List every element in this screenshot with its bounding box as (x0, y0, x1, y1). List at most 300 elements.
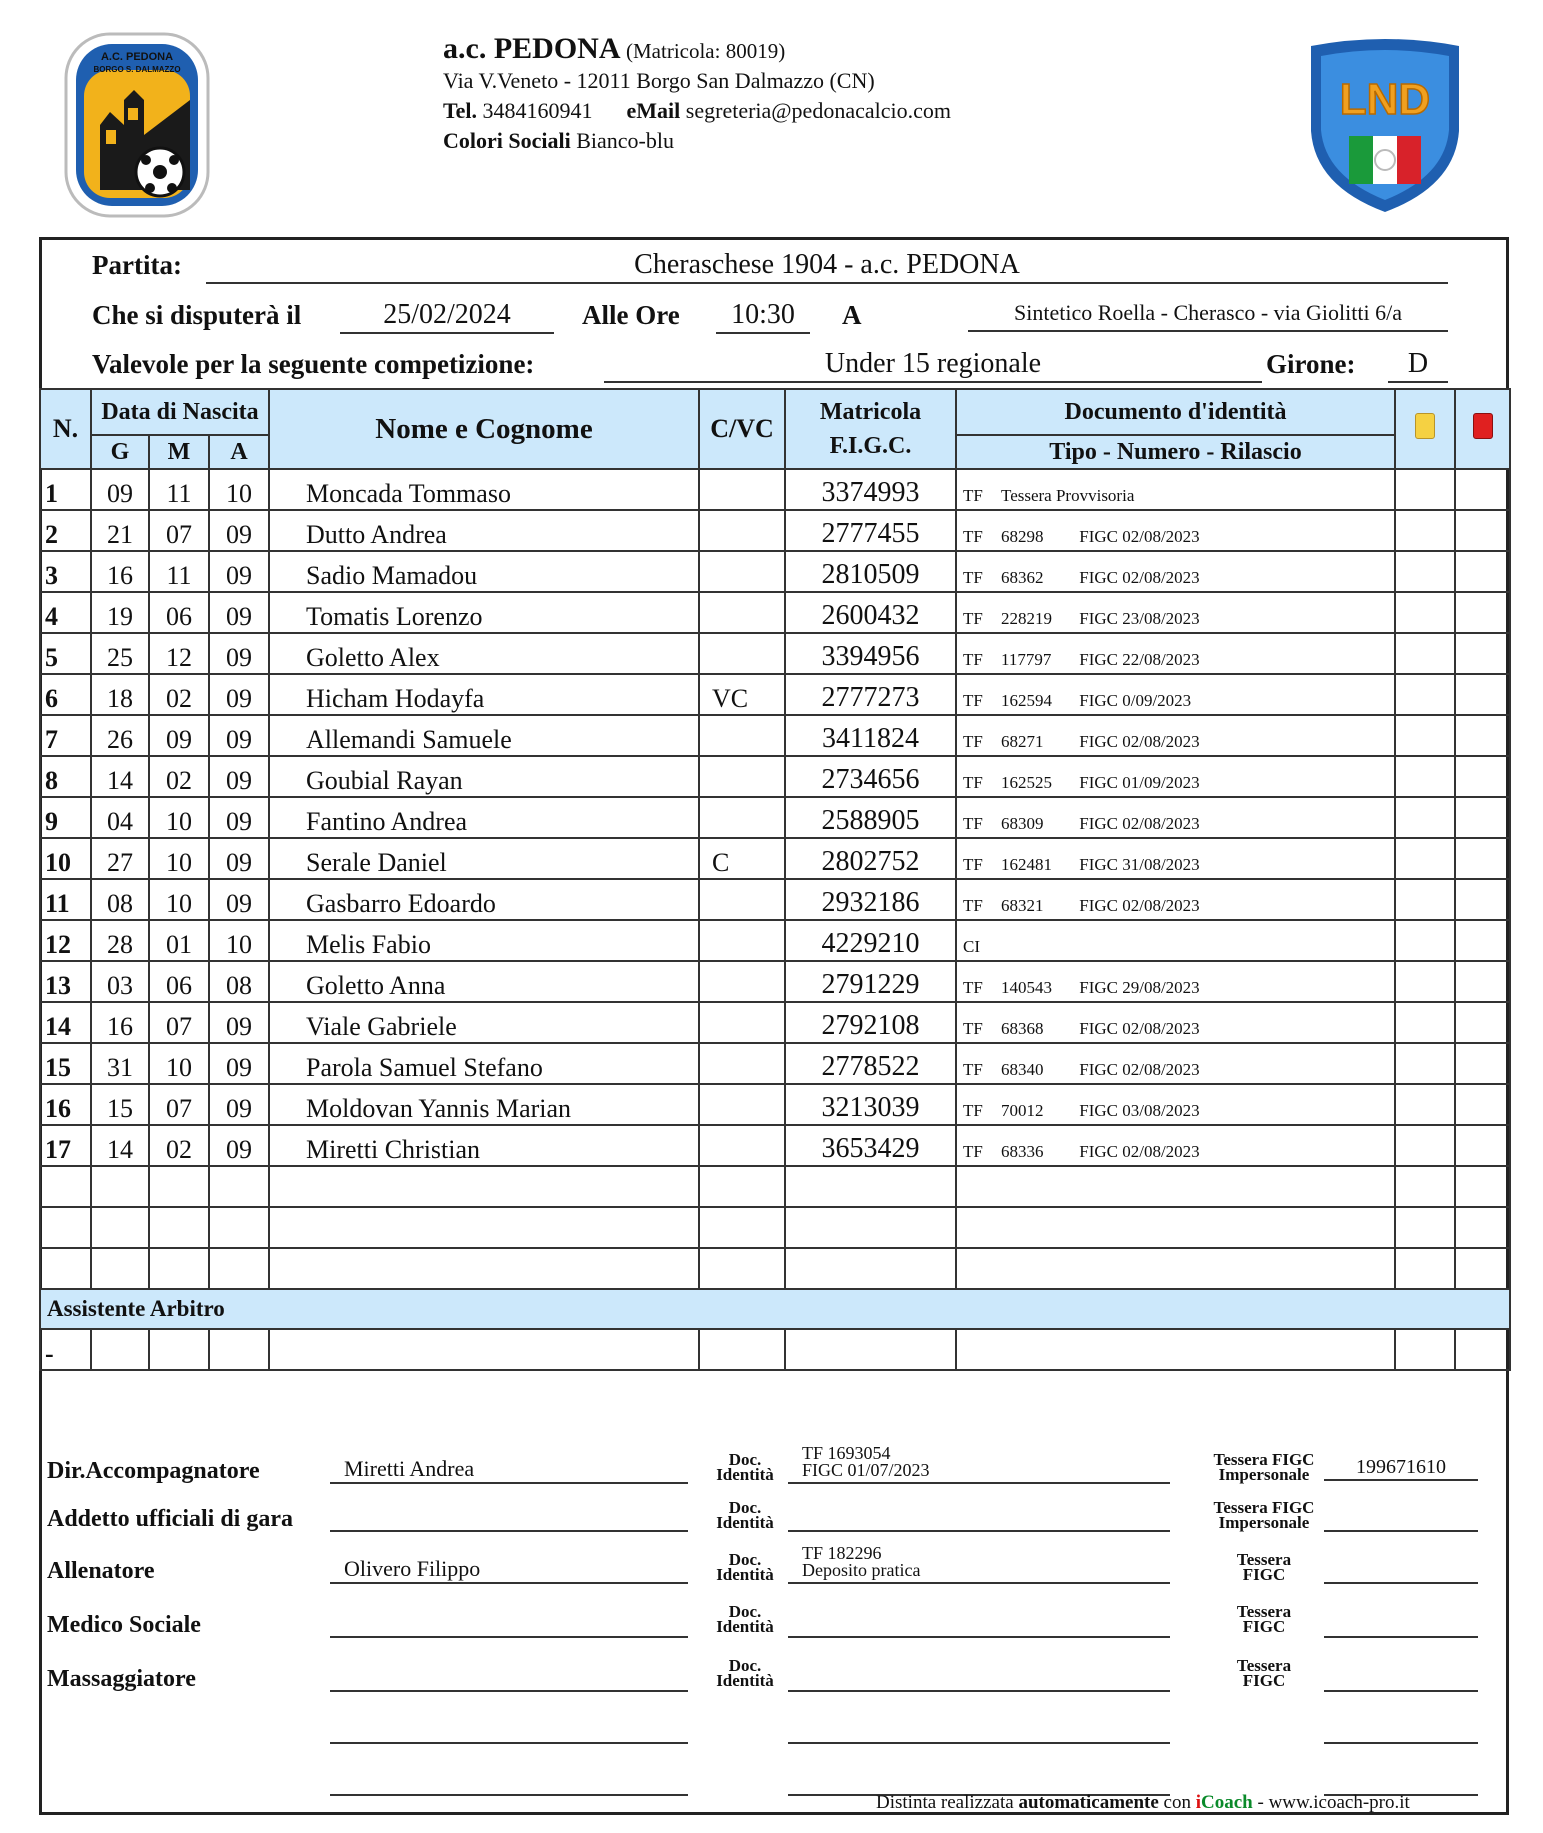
player-document (956, 756, 1395, 797)
partita-label: Partita: (92, 250, 182, 280)
empty-cell (149, 1329, 209, 1370)
doc-type: TF (963, 896, 983, 915)
table-row (40, 1084, 1510, 1125)
doc-number: 162594 (1001, 691, 1052, 710)
red-card-cell (1455, 1002, 1510, 1043)
player-document (956, 1084, 1395, 1125)
yellow-card-cell (1395, 797, 1455, 838)
birth-year: 09 (209, 1125, 269, 1166)
birth-month: 10 (149, 838, 209, 879)
player-number: 17 (40, 1125, 91, 1166)
player-matricola: 3653429 (785, 1125, 956, 1166)
player-matricola: 2588905 (785, 797, 956, 838)
time-field: 10:30 (716, 298, 810, 334)
birth-year: 09 (209, 879, 269, 920)
doc-release: FIGC 0/09/2023 (1079, 691, 1192, 710)
player-document (956, 879, 1395, 920)
doc-number: 68321 (1001, 896, 1044, 915)
empty-cell (1395, 1166, 1455, 1207)
doc-type: TF (963, 773, 983, 792)
player-matricola: 3374993 (785, 469, 956, 510)
birth-day: 16 (91, 1002, 149, 1043)
doc-type: TF (963, 691, 983, 710)
extra-line (788, 1742, 1170, 1744)
player-document (956, 715, 1395, 756)
allenatore-doc-value: TF 182296 Deposito pratica (802, 1543, 921, 1580)
player-number: 10 (40, 838, 91, 879)
player-matricola: 2802752 (785, 838, 956, 879)
player-document (956, 469, 1395, 510)
player-document (956, 633, 1395, 674)
player-document (956, 797, 1395, 838)
col-a-header: A (209, 435, 269, 469)
yellow-card-cell (1395, 633, 1455, 674)
girone-label: Girone: (1266, 349, 1356, 379)
doc-number: 68340 (1001, 1060, 1044, 1079)
player-document (956, 1002, 1395, 1043)
svg-text:BORGO S. DALMAZZO: BORGO S. DALMAZZO (93, 65, 181, 74)
empty-cell (699, 1248, 785, 1289)
birth-month: 07 (149, 1002, 209, 1043)
place-label: A (842, 300, 862, 330)
player-number: 2 (40, 510, 91, 551)
col-g-header: G (91, 435, 149, 469)
birth-month: 10 (149, 1043, 209, 1084)
player-matricola: 2734656 (785, 756, 956, 797)
player-matricola: 3213039 (785, 1084, 956, 1125)
birth-month: 02 (149, 1125, 209, 1166)
doc-number: Tessera Provvisoria (1001, 486, 1135, 505)
captain-mark (699, 1084, 785, 1125)
doc-number: 70012 (1001, 1101, 1044, 1120)
empty-cell (699, 1207, 785, 1248)
birth-month: 09 (149, 715, 209, 756)
doc-release: FIGC 02/08/2023 (1079, 568, 1200, 587)
empty-cell (91, 1166, 149, 1207)
birth-year: 09 (209, 551, 269, 592)
player-name: Tomatis Lorenzo (269, 592, 699, 633)
girone-field: D (1388, 347, 1448, 383)
birth-year: 09 (209, 756, 269, 797)
empty-cell (1395, 1329, 1455, 1370)
captain-mark (699, 633, 785, 674)
birth-month: 01 (149, 920, 209, 961)
birth-month: 10 (149, 879, 209, 920)
club-email: segreteria@pedonacalcio.com (685, 98, 951, 123)
empty-cell (1455, 1166, 1510, 1207)
birth-month: 06 (149, 961, 209, 1002)
red-card-cell (1455, 551, 1510, 592)
birth-year: 09 (209, 674, 269, 715)
yellow-card-cell (1395, 510, 1455, 551)
red-card-cell (1455, 961, 1510, 1002)
doc-number: 117797 (1001, 650, 1052, 669)
birth-day: 26 (91, 715, 149, 756)
massaggiatore-name-field (330, 1664, 688, 1692)
captain-mark (699, 715, 785, 756)
red-card-header (1455, 389, 1510, 469)
allenatore-label: Allenatore (47, 1558, 155, 1584)
birth-day: 09 (91, 469, 149, 510)
birth-day: 14 (91, 756, 149, 797)
yellow-card-cell (1395, 1125, 1455, 1166)
table-row (40, 674, 1510, 715)
player-number: 13 (40, 961, 91, 1002)
yellow-card-cell (1395, 715, 1455, 756)
club-tel: 3484160941 (482, 98, 593, 123)
doc-type: TF (963, 732, 983, 751)
empty-cell (209, 1248, 269, 1289)
yellow-card-cell (1395, 1002, 1455, 1043)
yellow-card-cell (1395, 674, 1455, 715)
empty-cell (149, 1166, 209, 1207)
birth-month: 07 (149, 1084, 209, 1125)
captain-mark (699, 961, 785, 1002)
lnd-logo (1305, 36, 1465, 214)
red-card-cell (1455, 510, 1510, 551)
competition-label: Valevole per la seguente competizione: (92, 349, 535, 379)
table-row (40, 1002, 1510, 1043)
yellow-card-icon (1415, 413, 1435, 439)
allenatore-doc-line (788, 1582, 1170, 1584)
table-row (40, 1043, 1510, 1084)
club-logo (62, 30, 212, 220)
empty-cell (1395, 1248, 1455, 1289)
player-matricola: 2778522 (785, 1043, 956, 1084)
red-card-cell (1455, 1043, 1510, 1084)
birth-year: 09 (209, 797, 269, 838)
player-number: 9 (40, 797, 91, 838)
competition-field: Under 15 regionale (604, 347, 1262, 383)
assistente-arbitro-row (40, 1289, 1510, 1329)
birth-month: 12 (149, 633, 209, 674)
empty-cell (40, 1166, 91, 1207)
player-matricola: 2600432 (785, 592, 956, 633)
table-row (40, 633, 1510, 674)
yellow-card-cell (1395, 961, 1455, 1002)
doc-release: FIGC 23/08/2023 (1079, 609, 1200, 628)
medico-tessera-line (1324, 1636, 1478, 1638)
captain-mark (699, 1002, 785, 1043)
birth-day: 31 (91, 1043, 149, 1084)
doc-number: 140543 (1001, 978, 1052, 997)
captain-mark (699, 469, 785, 510)
player-name: Moncada Tommaso (269, 469, 699, 510)
table-row (40, 551, 1510, 592)
assistente-arbitro-value: - (40, 1329, 91, 1370)
red-card-cell (1455, 715, 1510, 756)
yellow-card-cell (1395, 469, 1455, 510)
doc-release: FIGC 22/08/2023 (1079, 650, 1200, 669)
col-cvc-header: C/VC (699, 389, 785, 469)
red-card-cell (1455, 797, 1510, 838)
empty-cell (91, 1207, 149, 1248)
birth-day: 25 (91, 633, 149, 674)
player-document (956, 674, 1395, 715)
dir-tessera-label: Tessera FIGC Impersonale (1213, 1450, 1315, 1484)
birth-month: 06 (149, 592, 209, 633)
date-field: 25/02/2024 (340, 298, 554, 334)
medico-name-field (330, 1610, 688, 1638)
table-row (40, 756, 1510, 797)
doc-type: CI (963, 937, 980, 956)
birth-day: 08 (91, 879, 149, 920)
captain-mark: C (699, 838, 785, 879)
massaggiatore-tessera-line (1324, 1690, 1478, 1692)
player-number: 12 (40, 920, 91, 961)
empty-cell (209, 1329, 269, 1370)
player-number: 8 (40, 756, 91, 797)
doc-release: FIGC 31/08/2023 (1079, 855, 1200, 874)
doc-number: 68298 (1001, 527, 1044, 546)
birth-day: 18 (91, 674, 149, 715)
player-document (956, 920, 1395, 961)
captain-mark (699, 510, 785, 551)
extra-line (1324, 1742, 1478, 1744)
birth-year: 09 (209, 1043, 269, 1084)
allenatore-tessera-label: Tessera FIGC (1236, 1550, 1292, 1584)
player-number: 7 (40, 715, 91, 756)
birth-day: 16 (91, 551, 149, 592)
svg-text:LND: LND (1339, 75, 1431, 124)
player-name: Goubial Rayan (269, 756, 699, 797)
birth-month: 10 (149, 797, 209, 838)
medico-doc-label: Doc. Identità (716, 1602, 774, 1636)
dir-doc-value: TF 1693054 FIGC 01/07/2023 (802, 1443, 930, 1480)
red-card-cell (1455, 469, 1510, 510)
assistente-arbitro-value-row (40, 1329, 1510, 1370)
table-row (40, 838, 1510, 879)
captain-mark (699, 551, 785, 592)
red-card-cell (1455, 592, 1510, 633)
player-number: 1 (40, 469, 91, 510)
table-row-empty (40, 1248, 1510, 1289)
birth-month: 07 (149, 510, 209, 551)
empty-cell (209, 1166, 269, 1207)
doc-type: TF (963, 568, 983, 587)
players-table (39, 388, 1511, 1371)
player-name: Moldovan Yannis Marian (269, 1084, 699, 1125)
table-row (40, 797, 1510, 838)
empty-cell (149, 1248, 209, 1289)
table-row-empty (40, 1207, 1510, 1248)
empty-cell (269, 1207, 699, 1248)
footer-credit: Distinta realizzata automaticamente con iCoach - www.icoach-pro.it (876, 1792, 1410, 1813)
doc-number: 68336 (1001, 1142, 1044, 1161)
addetto-label: Addetto ufficiali di gara (47, 1506, 293, 1532)
red-card-cell (1455, 1084, 1510, 1125)
dir-doc-label: Doc. Identità (716, 1450, 774, 1484)
empty-cell (699, 1166, 785, 1207)
yellow-card-header (1395, 389, 1455, 469)
place-field: Sintetico Roella - Cherasco - via Giolitti 6/a (968, 296, 1448, 332)
player-name: Melis Fabio (269, 920, 699, 961)
red-card-icon (1473, 413, 1493, 439)
empty-cell (699, 1329, 785, 1370)
doc-number: 68362 (1001, 568, 1044, 587)
player-document (956, 1043, 1395, 1084)
empty-cell (1455, 1248, 1510, 1289)
player-name: Goletto Anna (269, 961, 699, 1002)
empty-cell (269, 1248, 699, 1289)
player-number: 5 (40, 633, 91, 674)
player-number: 4 (40, 592, 91, 633)
birth-day: 03 (91, 961, 149, 1002)
table-row (40, 469, 1510, 510)
table-row (40, 879, 1510, 920)
birth-year: 09 (209, 838, 269, 879)
empty-cell (785, 1248, 956, 1289)
col-name-header: Nome e Cognome (269, 389, 699, 469)
massaggiatore-doc-line (788, 1690, 1170, 1692)
player-matricola: 3394956 (785, 633, 956, 674)
doc-type: TF (963, 1019, 983, 1038)
doc-type: TF (963, 650, 983, 669)
doc-number: 68309 (1001, 814, 1044, 833)
red-card-cell (1455, 1125, 1510, 1166)
birth-year: 09 (209, 1002, 269, 1043)
doc-release: FIGC 02/08/2023 (1079, 1019, 1200, 1038)
doc-number: 162525 (1001, 773, 1052, 792)
svg-text:A.C. PEDONA: A.C. PEDONA (100, 51, 174, 63)
birth-day: 15 (91, 1084, 149, 1125)
empty-cell (1395, 1207, 1455, 1248)
birth-year: 09 (209, 1084, 269, 1125)
doc-release: FIGC 02/08/2023 (1079, 527, 1200, 546)
yellow-card-cell (1395, 1084, 1455, 1125)
red-card-cell (1455, 920, 1510, 961)
table-row (40, 592, 1510, 633)
player-name: Serale Daniel (269, 838, 699, 879)
player-matricola: 2777273 (785, 674, 956, 715)
dir-tessera-field: 199671610 (1324, 1456, 1478, 1481)
birth-year: 10 (209, 469, 269, 510)
doc-number: 162481 (1001, 855, 1052, 874)
empty-cell (956, 1248, 1395, 1289)
yellow-card-cell (1395, 1043, 1455, 1084)
birth-month: 11 (149, 469, 209, 510)
player-number: 11 (40, 879, 91, 920)
player-matricola: 2792108 (785, 1002, 956, 1043)
empty-cell (785, 1207, 956, 1248)
doc-type: TF (963, 486, 983, 505)
doc-type: TF (963, 978, 983, 997)
empty-cell (1455, 1207, 1510, 1248)
club-address: Via V.Veneto - 12011 Borgo San Dalmazzo (CN) (443, 68, 875, 93)
player-name: Sadio Mamadou (269, 551, 699, 592)
player-document (956, 510, 1395, 551)
doc-release: FIGC 29/08/2023 (1079, 978, 1200, 997)
medico-doc-line (788, 1636, 1170, 1638)
doc-type: TF (963, 527, 983, 546)
club-info: a.c. PEDONA (Matricola: 80019) Via V.Veneto - 12011 Borgo San Dalmazzo (CN) Tel. 3484160941 eMail segreteria@pedonacalcio.com Colori Sociali Bianco-blu (443, 32, 951, 153)
empty-cell (40, 1207, 91, 1248)
dir-name-field: Miretti Andrea (330, 1456, 688, 1484)
player-number: 3 (40, 551, 91, 592)
club-colors: Bianco-blu (576, 128, 674, 153)
massaggiatore-doc-label: Doc. Identità (716, 1656, 774, 1690)
allenatore-name-field: Olivero Filippo (330, 1556, 688, 1584)
date-label: Che si disputerà il (92, 300, 302, 330)
birth-day: 04 (91, 797, 149, 838)
empty-cell (209, 1207, 269, 1248)
captain-mark (699, 879, 785, 920)
addetto-tessera-label: Tessera FIGC Impersonale (1213, 1498, 1315, 1532)
red-card-cell (1455, 633, 1510, 674)
table-row (40, 961, 1510, 1002)
table-row-empty (40, 1166, 1510, 1207)
empty-cell (956, 1329, 1395, 1370)
player-matricola: 4229210 (785, 920, 956, 961)
doc-release: FIGC 02/08/2023 (1079, 732, 1200, 751)
table-row (40, 1125, 1510, 1166)
birth-month: 02 (149, 674, 209, 715)
assistente-arbitro-label: Assistente Arbitro (40, 1289, 1510, 1329)
empty-cell (91, 1329, 149, 1370)
birth-year: 10 (209, 920, 269, 961)
empty-cell (269, 1329, 699, 1370)
yellow-card-cell (1395, 920, 1455, 961)
player-document (956, 592, 1395, 633)
addetto-doc-label: Doc. Identità (716, 1498, 774, 1532)
table-row (40, 510, 1510, 551)
yellow-card-cell (1395, 756, 1455, 797)
addetto-name-field (330, 1504, 688, 1532)
doc-release: FIGC 02/08/2023 (1079, 814, 1200, 833)
red-card-cell (1455, 838, 1510, 879)
red-card-cell (1455, 756, 1510, 797)
birth-day: 19 (91, 592, 149, 633)
player-matricola: 2932186 (785, 879, 956, 920)
player-number: 6 (40, 674, 91, 715)
birth-year: 09 (209, 633, 269, 674)
player-number: 16 (40, 1084, 91, 1125)
player-name: Gasbarro Edoardo (269, 879, 699, 920)
birth-month: 11 (149, 551, 209, 592)
dir-label: Dir.Accompagnatore (47, 1458, 260, 1484)
empty-cell (956, 1207, 1395, 1248)
player-document (956, 838, 1395, 879)
time-label: Alle Ore (582, 300, 680, 330)
empty-cell (149, 1207, 209, 1248)
doc-number: 228219 (1001, 609, 1052, 628)
captain-mark (699, 920, 785, 961)
empty-cell (40, 1248, 91, 1289)
empty-cell (269, 1166, 699, 1207)
yellow-card-cell (1395, 551, 1455, 592)
player-document (956, 961, 1395, 1002)
club-name: PEDONA (493, 32, 621, 65)
extra-line (330, 1742, 688, 1744)
player-matricola: 2777455 (785, 510, 956, 551)
doc-type: TF (963, 1060, 983, 1079)
birth-day: 21 (91, 510, 149, 551)
birth-year: 08 (209, 961, 269, 1002)
player-matricola: 2791229 (785, 961, 956, 1002)
doc-type: TF (963, 855, 983, 874)
player-name: Viale Gabriele (269, 1002, 699, 1043)
empty-cell (91, 1248, 149, 1289)
captain-mark (699, 592, 785, 633)
player-number: 15 (40, 1043, 91, 1084)
col-matricola-header: Matricola F.I.G.C. (785, 389, 956, 469)
col-m-header: M (149, 435, 209, 469)
red-card-cell (1455, 674, 1510, 715)
partita-field: Cheraschese 1904 - a.c. PEDONA (206, 248, 1448, 284)
allenatore-doc-label: Doc. Identità (716, 1550, 774, 1584)
doc-type: TF (963, 1101, 983, 1120)
player-document (956, 551, 1395, 592)
